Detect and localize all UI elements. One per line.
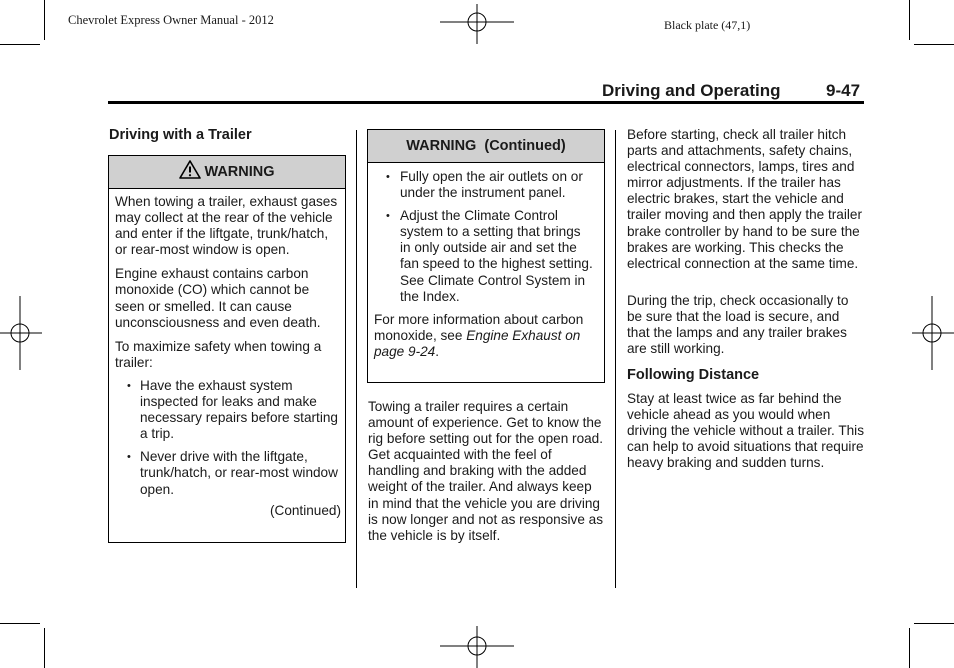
list-item (374, 208, 594, 305)
column-divider (615, 130, 616, 588)
warning-triangle-icon (179, 160, 201, 179)
body-paragraph: Stay at least twice as far behind the vehicle ahead as you would when driving the vehicle without a trailer. This can help to avoid situations that require heavy braking and sudden turns. (627, 391, 865, 471)
warning-paragraph: Engine exhaust contains carbon monoxide (CO) which cannot be seen or smelled. It can cause unconsciousness and even death. (115, 266, 321, 330)
continued-label: (Continued) (269, 502, 341, 518)
column-divider (356, 130, 357, 588)
warning-header (368, 130, 604, 163)
crop-mark (0, 623, 40, 624)
crop-mark (44, 628, 45, 668)
section-title: Driving and Operating (602, 81, 781, 100)
crop-mark (909, 628, 910, 668)
plate-label: Black plate (47,1) (664, 18, 751, 32)
warning-body (368, 163, 604, 360)
registration-crosshair-icon (0, 296, 42, 370)
list-item (115, 449, 341, 497)
bullet-dot-icon: • (127, 379, 131, 392)
bullet-dot-icon: • (127, 451, 131, 464)
bullet-dot-icon: • (386, 171, 390, 183)
warning-label: WARNING (Continued) (406, 138, 566, 154)
list-item-text: Never drive with the liftgate, trunk/hatch, or rear-most window open. (140, 449, 338, 497)
page-number: 9-47 (826, 81, 861, 100)
body-paragraph: Before starting, check all trailer hitch parts and attachments, safety chains, electrical connectors, lamps, tires and mirror adjustments. If the trailer has electric brakes, start the vehicle and trailer moving and then apply the trailer brake controller by hand to be sure the brakes are working. This checks the electrical connection at the same time. (627, 127, 862, 271)
registration-crosshair-icon (440, 4, 514, 44)
warning-box (108, 155, 346, 543)
crop-mark (44, 0, 45, 40)
section-heading: Driving with a Trailer (109, 127, 252, 143)
warning-label: WARNING (204, 164, 275, 180)
list-item-text: Have the exhaust system inspected for leaks and make necessary repairs before starting a trip. (140, 377, 338, 442)
warning-paragraph (374, 312, 594, 360)
crop-mark (914, 623, 954, 624)
more-info-text: For more information about carbon monoxide, see (374, 311, 584, 343)
manual-title: Chevrolet Express Owner Manual - 2012 (68, 13, 274, 27)
list-item-text: Fully open the air outlets on or under the instrument panel. (400, 169, 583, 201)
bullet-dot-icon: • (386, 210, 390, 223)
more-info-suffix: . (435, 343, 440, 359)
registration-crosshair-icon (912, 296, 954, 370)
cross-reference-link[interactable]: Engine Exhaust on page 9-24 (374, 327, 581, 359)
list-item (115, 378, 341, 442)
header-rule (108, 101, 864, 104)
warning-paragraph: When towing a trailer, exhaust gases may collect at the rear of the vehicle and enter if the liftgate, trunk/hatch, or rear-most window is open. (115, 194, 338, 258)
warning-box (367, 129, 605, 383)
list-item-text: Adjust the Climate Control system to a setting that brings in only outside air and set the fan speed to the highest setting. See Climate Control System in the Index. (400, 208, 593, 304)
crop-mark (0, 44, 40, 45)
section-heading: Following Distance (627, 367, 760, 383)
warning-paragraph: To maximize safety when towing a trailer: (115, 338, 322, 370)
crop-mark (914, 44, 954, 45)
body-paragraph: During the trip, check occasionally to be sure that the load is secure, and that the lamps and any trailer brakes are still working. (627, 293, 849, 357)
warning-body (109, 189, 345, 519)
warning-header (109, 156, 345, 189)
registration-crosshair-icon (440, 626, 514, 668)
list-item (374, 169, 594, 201)
crop-mark (909, 0, 910, 40)
body-paragraph: Towing a trailer requires a certain amount of experience. Get to know the rig before setting out for the open road. Get acquainted with the feel of handling and braking with the added weight of the trailer. And always keep in mind that the vehicle you are driving is now longer and not as responsive as the vehicle is by itself. (368, 399, 604, 543)
